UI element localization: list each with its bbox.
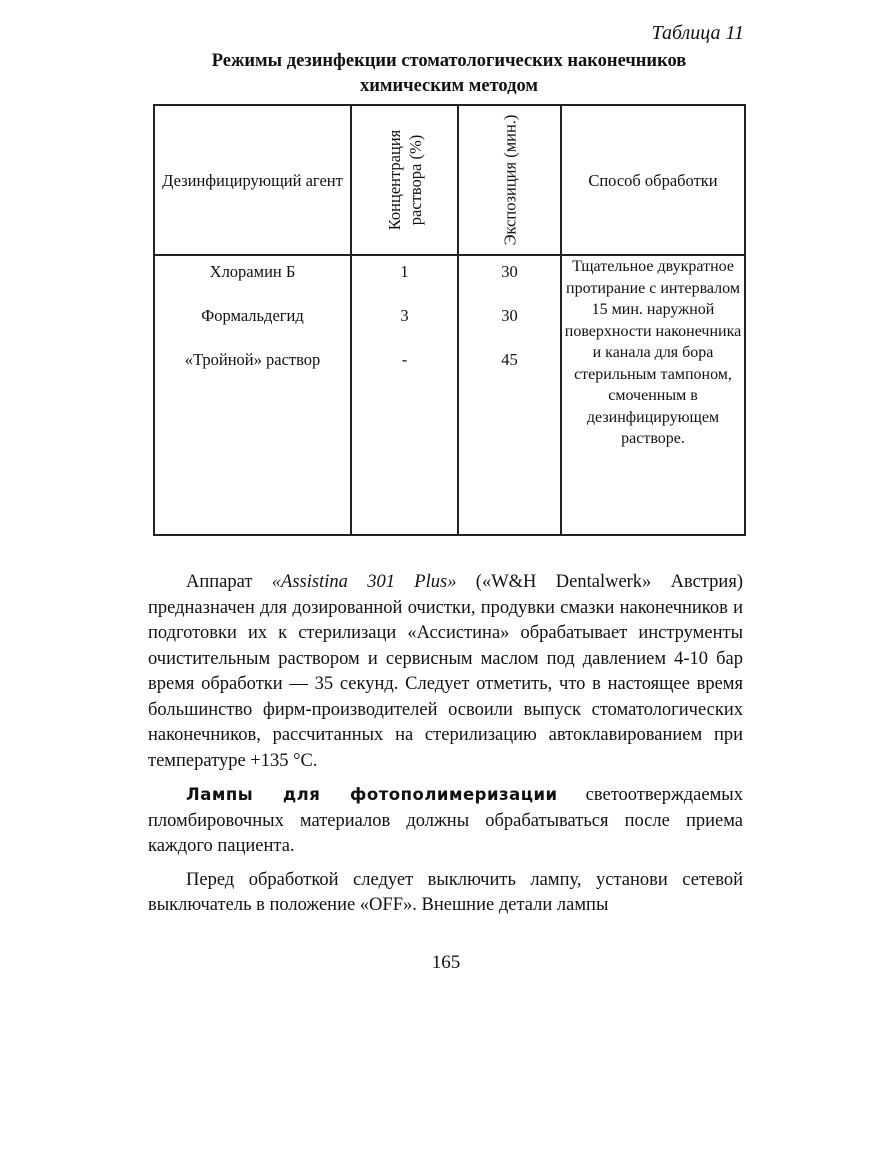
- lamps-term: Лампы для фотополимеризации: [186, 785, 558, 804]
- exposure-column: [458, 255, 561, 535]
- header-concentration: [351, 105, 458, 255]
- exposure-cell: 30: [501, 262, 518, 281]
- concentration-cell: 1: [400, 262, 409, 281]
- agent-cell: Хлорамин Б: [209, 262, 296, 281]
- header-exposure-label: Экспозиция (мин.): [500, 114, 519, 246]
- p1-rest: («W&H Dentalwerk» Австрия) предназначен для дозированной очистки, продувки смазки наконечников и подготовки их к стерилизаци «Ассистина» обрабатывает инструменты очистительным раствором и сервисным маслом под давлением 4-10 бар время обработки — 35 секунд. Следует отметить, что в настоящее время большинство фирм-производителей освоили выпуск стоматологических наконечников, рассчитанных на стерилизацию автоклавированием при температуре +135 °С.: [148, 572, 743, 771]
- agent-column: [154, 255, 351, 535]
- table-title-line-1: Режимы дезинфекции стоматологических наконечников: [211, 51, 687, 71]
- header-exposure: [458, 105, 561, 255]
- agent-cell: Формальдегид: [201, 306, 304, 325]
- paragraph-assistina: [148, 570, 743, 774]
- p2-rest: светоотверждаемых пломбировочных материалов должны обрабатываться после приема каждого пациента.: [148, 785, 743, 856]
- method-cell: Тщательное двукратное протирание с интервалом 15 мин. наружной поверхности наконечника и канала для бора стерильным тампоном, смоченным в дезинфицирующем растворе.: [561, 255, 745, 535]
- disinfection-table: [153, 104, 746, 536]
- header-concentration-label: Концентрация раствора (%): [384, 129, 425, 231]
- table-header-row: [154, 105, 745, 255]
- concentration-cell: 3: [400, 306, 409, 325]
- table-title-line-2: химическим методом: [359, 76, 539, 96]
- exposure-cell: 30: [501, 306, 518, 325]
- header-method: Способ обработки: [561, 105, 745, 255]
- p1-start: Аппарат: [186, 572, 272, 592]
- table-title: [150, 49, 748, 99]
- device-name: «Assistina 301 Plus»: [271, 572, 457, 592]
- body-text: [148, 570, 743, 927]
- header-agent: Дезинфицирующий агент: [154, 105, 351, 255]
- paragraph-preparation: Перед обработкой следует выключить лампу, установи сетевой выключатель в положение «OFF». Внешние детали лампы: [148, 869, 743, 915]
- exposure-cell: 45: [501, 350, 518, 369]
- page-number: 165: [431, 952, 461, 973]
- table-body-row: [154, 255, 745, 535]
- paragraph-lamps: [148, 782, 743, 860]
- agent-cell: «Тройной» раствор: [184, 350, 321, 369]
- table-label: Таблица 11: [651, 22, 744, 44]
- concentration-column: [351, 255, 458, 535]
- concentration-cell: -: [401, 350, 408, 369]
